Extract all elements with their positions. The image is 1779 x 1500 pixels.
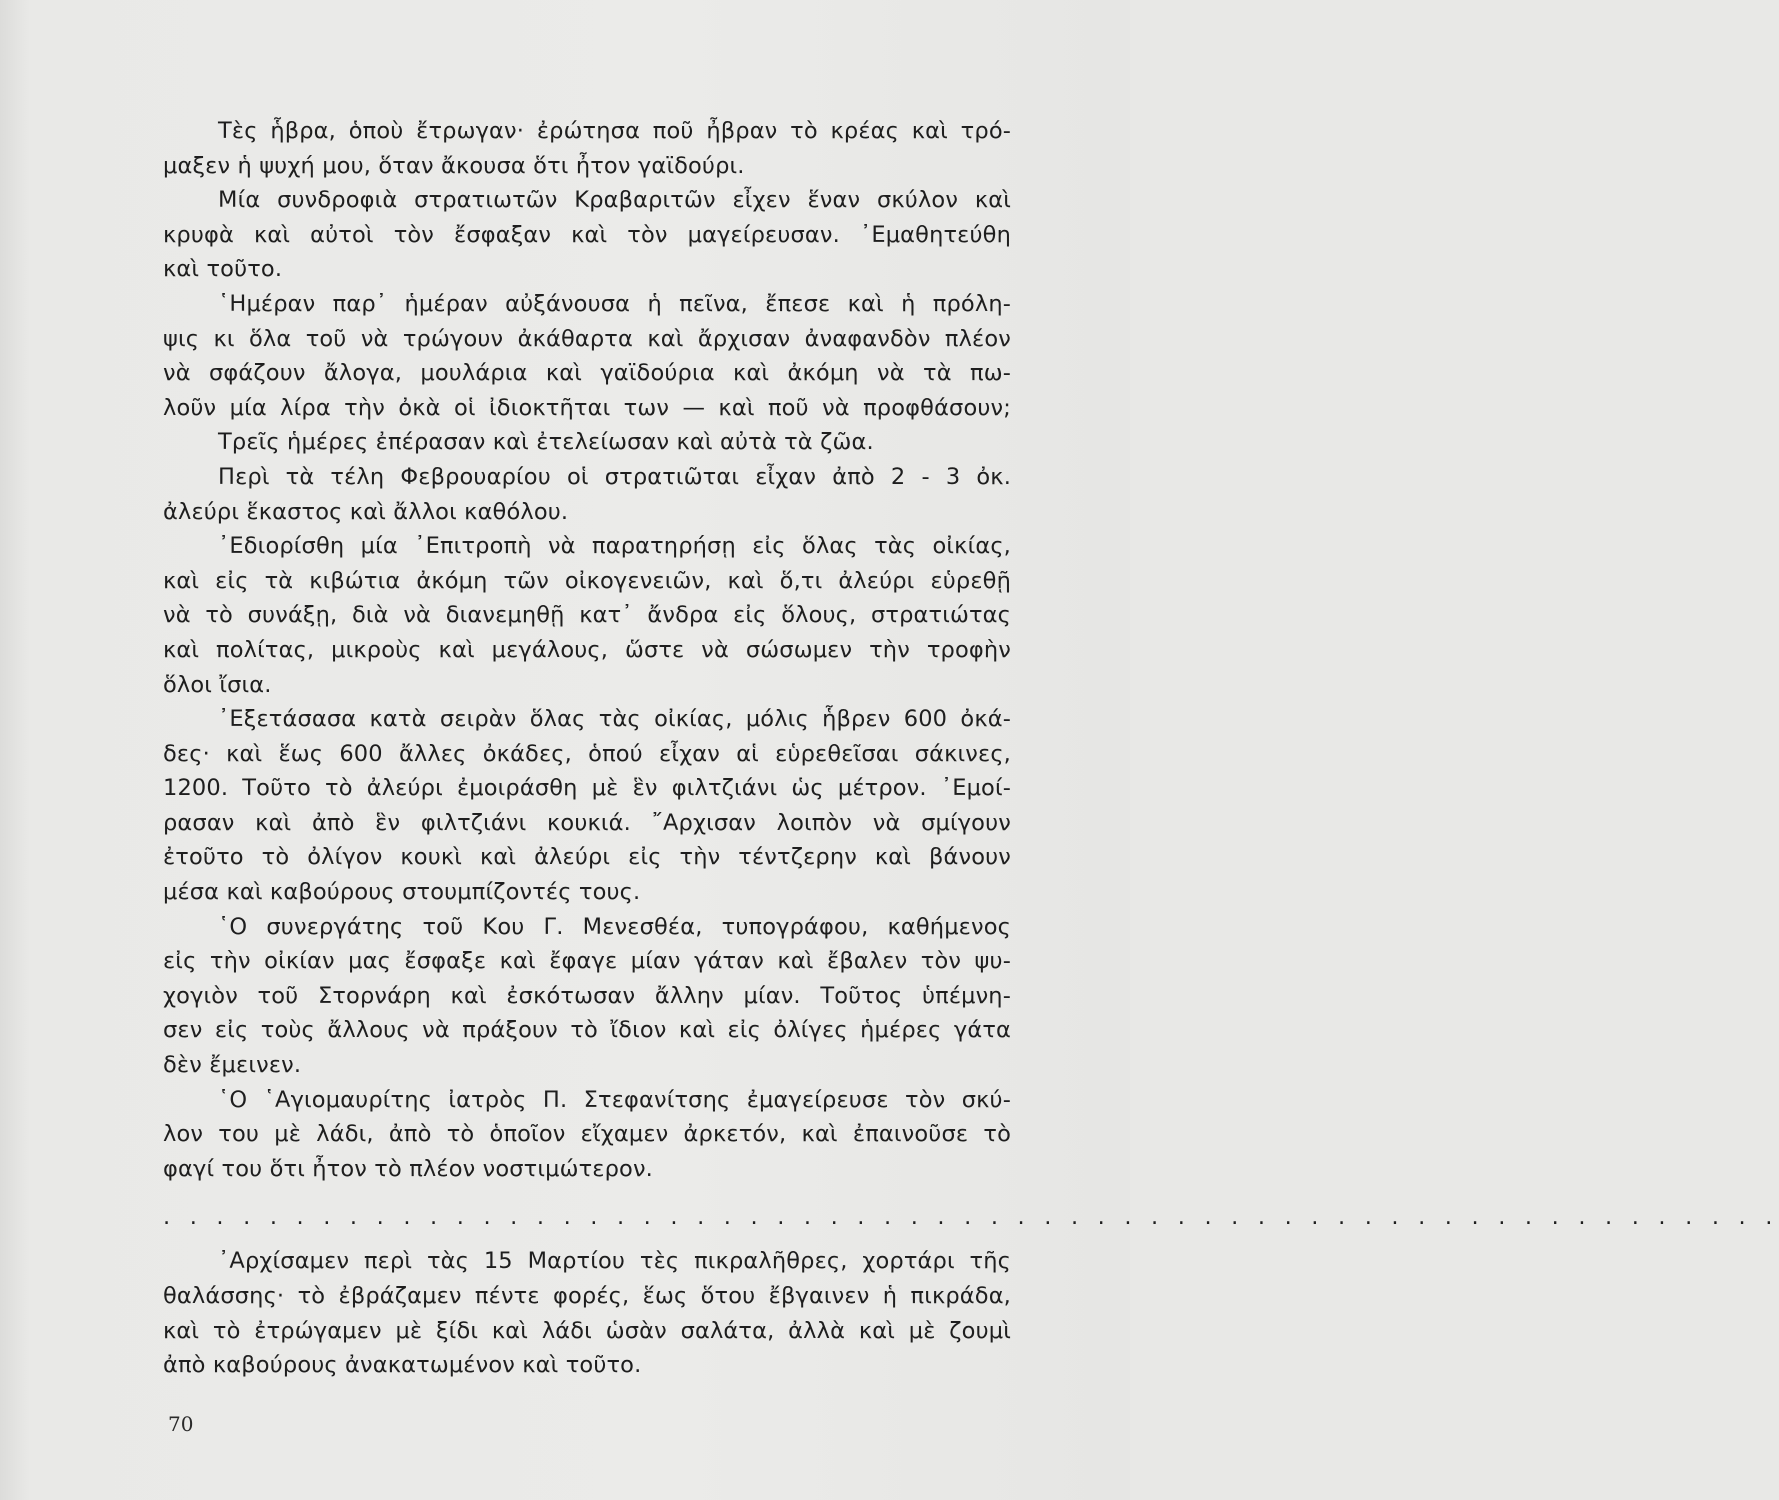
text-line: νὰ τὸ συνάξῃ, διὰ νὰ διανεμηθῇ κατ᾽ ἄνδρα εἰς ὅλους, στρατιώτας xyxy=(163,602,1011,629)
text-line: χογιὸν τοῦ Στορνάρη καὶ ἐσκότωσαν ἄλλην μίαν. Τοῦτος ὑπέμνη- xyxy=(163,982,1011,1009)
text-line: καὶ εἰς τὰ κιβώτια ἀκόμη τῶν οἰκογενειῶν, καὶ ὅ,τι ἀλεύρι εὑρεθῇ xyxy=(163,567,1011,594)
text-line: δὲν ἔμεινεν. xyxy=(163,1052,302,1079)
text-line: καὶ τὸ ἐτρώγαμεν μὲ ξίδι καὶ λάδι ὡσὰν σαλάτα, ἀλλὰ καὶ μὲ ζουμὶ xyxy=(163,1317,1011,1344)
text-line: ἐτοῦτο τὸ ὀλίγον κουκὶ καὶ ἀλεύρι εἰς τὴν τέντζερην καὶ βάνουν xyxy=(163,844,1011,871)
text-line: κρυφὰ καὶ αὐτοὶ τὸν ἔσφαξαν καὶ τὸν μαγείρευσαν. ᾿Εμαθητεύθη xyxy=(163,221,1011,248)
text-line: λοῦν μία λίρα τὴν ὀκὰ οἱ ἰδιοκτῆται των — καὶ ποῦ νὰ προφθάσουν; xyxy=(163,394,1011,421)
text-line: ὅλοι ἴσια. xyxy=(163,671,272,698)
paragraph xyxy=(163,1083,1011,1187)
text-line: λον του μὲ λάδι, ἀπὸ τὸ ὁποῖον εἴχαμεν ἀρκετόν, καὶ ἐπαινοῦσε τὸ xyxy=(163,1121,1011,1148)
text-line: νὰ σφάζουν ἄλογα, μουλάρια καὶ γαϊδούρια καὶ ἀκόμη νὰ τὰ πω- xyxy=(163,360,1011,387)
text-line: ῾Ο ῾Αγιομαυρίτης ἰατρὸς Π. Στεφανίτσης ἐμαγείρευσε τὸν σκύ- xyxy=(218,1086,1011,1113)
text-line: ψις κι ὅλα τοῦ νὰ τρώγουν ἀκάθαρτα καὶ ἄρχισαν ἀναφανδὸν πλέον xyxy=(163,325,1011,352)
text-line: καὶ πολίτας, μικροὺς καὶ μεγάλους, ὥστε νὰ σώσωμεν τὴν τροφὴν xyxy=(163,636,1011,663)
text-line: δες· καὶ ἕως 600 ἄλλες ὀκάδες, ὁπού εἶχαν αἱ εὑρεθεῖσαι σάκινες, xyxy=(163,740,1011,767)
paragraph xyxy=(163,460,1011,529)
text-line: καὶ τοῦτο. xyxy=(163,256,283,283)
paragraph xyxy=(163,702,1011,910)
paragraph xyxy=(163,287,1011,425)
paragraph xyxy=(163,529,1011,702)
paragraph xyxy=(163,1244,1011,1382)
text-line: εἰς τὴν οἰκίαν μας ἔσφαξε καὶ ἔφαγε μίαν γάταν καὶ ἔβαλεν τὸν ψυ- xyxy=(163,948,1011,975)
paragraph xyxy=(163,425,1011,460)
text-line: 1200. Τοῦτο τὸ ἀλεύρι ἐμοιράσθη μὲ ἓν φιλτζιάνι ὡς μέτρον. ᾿Εμοί- xyxy=(163,775,1011,802)
text-line: ρασαν καὶ ἀπὸ ἓν φιλτζιάνι κουκιά. ῎Αρχισαν λοιπὸν νὰ σμίγουν xyxy=(163,809,1011,836)
text-line: Μία συνδροφιὰ στρατιωτῶν Κραβαριτῶν εἶχεν ἕναν σκύλον καὶ xyxy=(218,187,1011,214)
text-line: ῾Ο συνεργάτης τοῦ Κου Γ. Μενεσθέα, τυπογράφου, καθήμενος xyxy=(218,913,1011,940)
text-line: Τρεῖς ἡμέρες ἐπέρασαν καὶ ἐτελείωσαν καὶ αὐτὰ τὰ ζῶα. xyxy=(218,429,874,456)
text-line: ἀλεύρι ἕκαστος καὶ ἄλλοι καθόλου. xyxy=(163,498,569,525)
text-line: μαξεν ἡ ψυχή μου, ὅταν ἄκουσα ὅτι ἦτον γαϊδούρι. xyxy=(163,152,745,179)
text-line: Τὲς ἧβρα, ὁποὺ ἔτρωγαν· ἐρώτησα ποῦ ἦβραν τὸ κρέας καὶ τρό- xyxy=(218,118,1011,144)
text-line: ῾Ημέραν παρ᾽ ἡμέραν αὐξάνουσα ἡ πεῖνα, ἔπεσε καὶ ἡ πρόλη- xyxy=(218,290,1011,317)
text-line: Περὶ τὰ τέλη Φεβρουαρίου οἱ στρατιῶται εἶχαν ἀπὸ 2 - 3 ὀκ. xyxy=(218,463,1011,490)
text-line: σεν εἰς τοὺς ἄλλους νὰ πράξουν τὸ ἴδιον καὶ εἰς ὀλίγες ἡμέρες γάτα xyxy=(163,1017,1011,1044)
paragraph xyxy=(163,910,1011,1083)
text-line: μέσα καὶ καβούρους στουμπίζοντές τους. xyxy=(163,879,641,906)
page-number: 70 xyxy=(168,1412,194,1436)
text-line: ἀπὸ καβούρους ἀνακατωμένον καὶ τοῦτο. xyxy=(163,1352,642,1379)
text-line: ᾿Εξετάσασα κατὰ σειρὰν ὅλας τὰς οἰκίας, μόλις ἧβρεν 600 ὀκά- xyxy=(218,706,1011,733)
paragraph xyxy=(163,114,1011,183)
text-line: ᾿Εδιορίσθη μία ᾿Επιτροπὴ νὰ παρατηρήσῃ εἰς ὅλας τὰς οἰκίας, xyxy=(218,533,1011,560)
text-line: θαλάσσης· τὸ ἐβράζαμεν πέντε φορές, ἕως ὅτου ἔβγαινεν ἡ πικράδα, xyxy=(163,1283,1011,1309)
paragraph xyxy=(163,183,1011,287)
body-text xyxy=(163,114,1779,1383)
section-separator: . . . . . . . . . . . . . . . . . . . . . . . . . . . . . . . . . . . . . . . . . . . . . . . . . . . . . . . . . . . . . xyxy=(163,1204,1779,1231)
text-line: φαγί του ὅτι ἦτον τὸ πλέον νοστιμώτερον. xyxy=(163,1155,653,1182)
text-line: ᾿Αρχίσαμεν περὶ τὰς 15 Μαρτίου τὲς πικραλῆθρες, χορτάρι τῆς xyxy=(218,1248,1011,1275)
